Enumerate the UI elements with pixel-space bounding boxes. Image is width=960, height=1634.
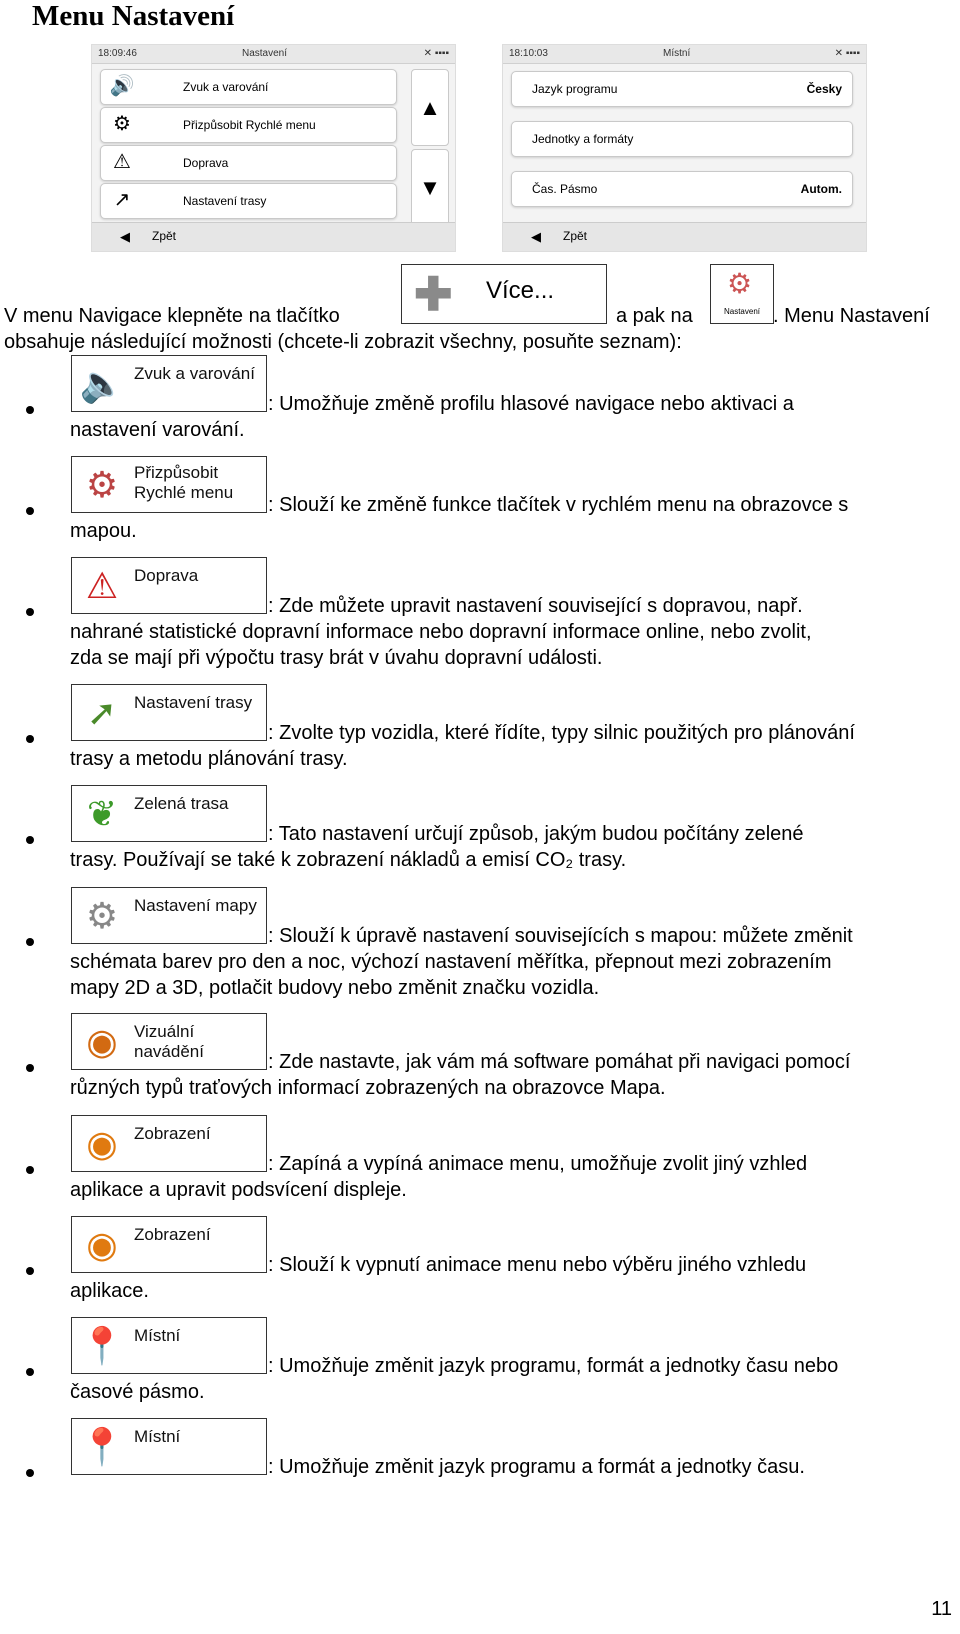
scroll-down-button[interactable]: ▼ — [411, 149, 449, 226]
traffic-warning-icon: ⚠ — [113, 151, 131, 173]
bullet — [26, 1267, 34, 1275]
page-number: 11 — [931, 1598, 952, 1620]
route-icon: ➚ — [86, 692, 118, 733]
entry-description-cont: aplikace a upravit podsvícení displeje. — [70, 1179, 407, 1201]
menu-row-quick-menu[interactable] — [100, 107, 397, 143]
traffic-warning-icon: ⚠ — [85, 565, 119, 606]
bullet — [26, 735, 34, 743]
entry-description-cont: nahrané statistické dopravní informace nebo dopravní informace online, nebo zvolit, — [70, 621, 812, 643]
settings-button-image — [710, 264, 774, 324]
entry-description-cont: časové pásmo. — [70, 1381, 205, 1403]
bullet — [26, 1064, 34, 1072]
speaker-icon: 🔊 — [109, 75, 135, 97]
entry-description-cont: trasy. Používají se také k zobrazení nákladů a emisí CO₂ trasy. — [70, 849, 627, 871]
setting-button-label: Místní — [134, 1427, 181, 1446]
scroll-up-button[interactable]: ▲ — [411, 69, 449, 146]
bullet — [26, 1469, 34, 1477]
entry-description: : Slouží k vypnutí animace menu nebo výběru jiného vzhledu — [268, 1254, 807, 1276]
row-label: Jazyk programu — [532, 82, 618, 96]
status-title: Nastavení — [242, 48, 288, 59]
intro-text: V menu Navigace klepněte na tlačítko — [4, 305, 340, 327]
gear-icon: ⚙ — [85, 464, 119, 505]
screenshot-regional-menu — [502, 44, 867, 252]
row-label: Čas. Pásmo — [532, 182, 598, 196]
setting-button-label: Přizpůsobit Rychlé menu — [134, 463, 234, 502]
setting-button-label: Vizuální navádění — [134, 1022, 204, 1061]
setting-button-image — [71, 1115, 267, 1172]
bullet — [26, 608, 34, 616]
settings-button-label: Nastavení — [723, 307, 761, 316]
entry-description: : Slouží k úpravě nastavení souvisejících s mapou: můžete změnit — [268, 925, 853, 947]
setting-button-image — [71, 1216, 267, 1273]
entry-description-cont: aplikace. — [70, 1280, 149, 1302]
setting-button-image — [71, 1418, 267, 1475]
setting-button-label: Zelená trasa — [134, 794, 229, 813]
entry-description: : Tato nastavení určují způsob, jakým budou počítány zelené — [268, 823, 804, 845]
menu-row-traffic[interactable] — [100, 145, 397, 181]
setting-button-label: Zobrazení — [134, 1225, 211, 1244]
menu-row-sound[interactable] — [100, 69, 397, 105]
setting-button-image — [71, 887, 267, 944]
menu-row-units[interactable] — [511, 121, 853, 157]
entry-description-cont: různých typů traťových informací zobrazených na obrazovce Mapa. — [70, 1077, 666, 1099]
status-time: 18:09:46 — [98, 48, 137, 59]
entry-description: : Zde můžete upravit nastavení související s dopravou, např. — [268, 595, 803, 617]
setting-button-image — [71, 785, 267, 842]
row-value: Česky — [806, 82, 842, 96]
plus-icon: ✚ — [414, 268, 453, 320]
entry-description: : Umožňuje změnit jazyk programu, formát a jednotky času nebo — [268, 1355, 839, 1377]
entry-description: : Slouží ke změně funkce tlačítek v rychlém menu na obrazovce s — [268, 494, 849, 516]
back-button[interactable] — [92, 222, 455, 251]
signal-icon: ✕ ▪▪▪▪ — [423, 48, 449, 59]
display-eye-icon: ◉ — [86, 1123, 118, 1164]
entry-description: : Zapíná a vypíná animace menu, umožňuje zvolit jiný vzhled — [268, 1153, 808, 1175]
entry-description-cont: mapy 2D a 3D, potlačit budovy nebo změnit značku vozidla. — [70, 977, 600, 999]
page-title: Menu Nastavení — [32, 0, 235, 32]
entry-description-cont: trasy a metodu plánování trasy. — [70, 748, 348, 770]
back-label: Zpět — [563, 229, 588, 243]
setting-button-label: Nastavení mapy — [134, 896, 257, 915]
entry-description-cont: zda se mají při výpočtu trasy brát v úvahu dopravní události. — [70, 647, 603, 669]
entry-description-cont: nastavení varování. — [70, 419, 245, 441]
bullet — [26, 1166, 34, 1174]
intro-line-1 — [4, 303, 340, 329]
bullet — [26, 1368, 34, 1376]
menu-row-language[interactable] — [511, 71, 853, 107]
setting-button-image — [71, 355, 267, 412]
setting-button-label: Doprava — [134, 566, 199, 585]
speaker-icon: 🔈 — [79, 363, 125, 404]
status-bar — [503, 45, 866, 64]
menu-row-timezone[interactable] — [511, 171, 853, 207]
row-label: Přizpůsobit Rychlé menu — [183, 118, 316, 132]
bullet — [26, 836, 34, 844]
gear-icon: ⚙ — [113, 113, 131, 135]
more-button-label: Více... — [486, 277, 555, 304]
more-button-image — [401, 264, 607, 324]
row-label: Zvuk a varování — [183, 80, 269, 94]
bullet — [26, 938, 34, 946]
back-button[interactable] — [503, 222, 866, 251]
intro-text-3: . Menu Nastavení — [773, 305, 930, 327]
row-label: Jednotky a formáty — [532, 132, 634, 146]
route-icon: ↗ — [113, 189, 131, 211]
regional-pin-icon: 📍 — [79, 1426, 125, 1467]
intro-line-2: obsahuje následující možnosti (chcete-li zobrazit všechny, posuňte seznam): — [4, 331, 682, 353]
back-arrow-icon: ◀ — [531, 229, 541, 244]
screenshot-settings-menu — [91, 44, 456, 252]
map-settings-icon: ⚙ — [85, 895, 119, 936]
entry-description-cont: schémata barev pro den a noc, výchozí nastavení měřítka, přepnout mezi zobrazením — [70, 951, 832, 973]
bullet — [26, 406, 34, 414]
row-value: Autom. — [800, 182, 842, 196]
entry-description: : Umožňuje změnit jazyk programu a formát a jednotky času. — [268, 1456, 805, 1478]
back-label: Zpět — [152, 229, 177, 243]
setting-button-image — [71, 1317, 267, 1374]
eye-icon: ◉ — [86, 1021, 118, 1062]
entry-description: : Zde nastavte, jak vám má software pomáhat při navigaci pomocí — [268, 1051, 851, 1073]
setting-button-label: Zobrazení — [134, 1124, 211, 1143]
back-arrow-icon: ◀ — [120, 229, 130, 244]
setting-button-label: Místní — [134, 1326, 181, 1345]
menu-row-route[interactable] — [100, 183, 397, 219]
setting-button-image — [71, 456, 267, 513]
row-label: Doprava — [183, 156, 229, 170]
signal-icon: ✕ ▪▪▪▪ — [834, 48, 860, 59]
setting-button-image — [71, 1013, 267, 1070]
entry-description: : Zvolte typ vozidla, které řídíte, typy silnic použitých pro plánování — [268, 722, 855, 744]
status-time: 18:10:03 — [509, 48, 548, 59]
entry-description-cont: mapou. — [70, 520, 137, 542]
settings-gear-icon: ⚙ — [727, 268, 753, 299]
bullet — [26, 507, 34, 515]
intro-text-2: a pak na — [616, 305, 693, 327]
setting-button-label: Nastavení trasy — [134, 693, 253, 712]
status-title: Místní — [663, 48, 691, 59]
row-label: Nastavení trasy — [183, 194, 267, 208]
status-bar — [92, 45, 455, 64]
setting-button-image — [71, 557, 267, 614]
entry-description: : Umožňuje změně profilu hlasové navigace nebo aktivaci a — [268, 393, 794, 415]
display-eye-icon: ◉ — [86, 1224, 118, 1265]
setting-button-label: Zvuk a varování — [134, 364, 255, 383]
setting-button-image — [71, 684, 267, 741]
leaf-icon: ❦ — [86, 793, 118, 834]
regional-pin-icon: 📍 — [79, 1325, 125, 1366]
